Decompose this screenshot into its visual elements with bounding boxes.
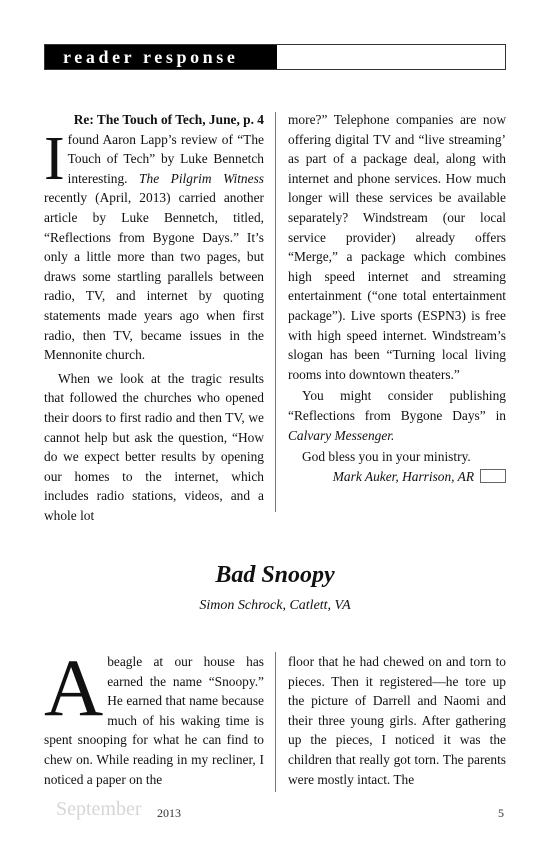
letter-right-column (288, 110, 506, 486)
letter-paragraph-2: When we look at the tragic results that followed the churches who opened their doors to first radio and then TV, we cannot help but ask the question, “How do we expect better results by opening our homes to the internet, which includes radio stations, videos, and a whole lot (44, 370, 264, 523)
article-drop-cap: A (44, 642, 104, 733)
letter-paragraph-5: God bless you in your ministry. (302, 449, 471, 465)
letter-signature: Mark Auker, Harrison, AR (332, 468, 474, 484)
column-divider (275, 112, 276, 512)
letter-paragraph-4 (288, 386, 506, 445)
article-right-text: floor that he had chewed on and torn to pieces. Then it registered—he tore up the picture of Darrell and Naomi and their three young girls. After gathering up the pieces, I noticed it was the children that really got torn. The parents were mostly intact. The (288, 654, 506, 787)
article-column-divider (275, 652, 276, 792)
article-paragraph-1 (44, 642, 264, 789)
article-left-column (44, 642, 264, 789)
letter-p4-text: You might consider publishing “Reflections from Bygone Days” in (288, 388, 506, 423)
letter-signature-line (288, 467, 506, 487)
article-title: Bad Snoopy (215, 562, 335, 588)
footer-month: September (56, 798, 142, 820)
letter-heading: Re: The Touch of Tech, June, p. 4 (73, 112, 264, 127)
publication-title: The Pilgrim Witness (139, 170, 264, 186)
article-byline: Simon Schrock, Catlett, VA (199, 598, 351, 613)
footer-year: 2013 (157, 806, 181, 820)
section-title: reader response (45, 45, 277, 69)
page-number: 5 (498, 806, 504, 820)
signature-stamp-icon (480, 469, 506, 483)
article-left-text: beagle at our house has earned the name “Snoopy.” He earned that name because much of his waking time is spent snooping for what he can find to chew on. While reading in my recliner, I noticed a paper on the (44, 654, 264, 787)
section-banner (44, 44, 506, 70)
letter-paragraph-1 (44, 124, 264, 365)
magazine-title: Calvary Messenger. (288, 427, 395, 443)
letter-left-column (44, 110, 264, 525)
letter-p1-text-a: found Aaron Lapp’s review of “The Touch of Tech” by Luke Bennetch interesting. (67, 131, 264, 186)
article-right-column (288, 652, 506, 789)
drop-cap: I (44, 124, 65, 193)
letter-paragraph-3: more?” Telephone companies are now offering digital TV and “live streaming’ as part of a package deal, along with internet and phone services. How much longer will these services be available separately? Windstream (our local service provider) already offers “Merge,” a package which combines high speed internet and streaming entertainment (“one total entertainment package”). Live sports (ESPN3) is free with high speed internet. Windstream’s slogan has been “Turning local living rooms into downtown theaters.” (288, 112, 506, 382)
letter-p1-text-b: recently (April, 2013) carried another article by Luke Bennetch, titled, “Reflections from Bygone Days.” It’s only a little more than two pages, but draws some startling parallels between radio, TV, and internet by quoting statements made years ago when first radio, then TV, became issues in the Mennonite church. (44, 190, 264, 363)
